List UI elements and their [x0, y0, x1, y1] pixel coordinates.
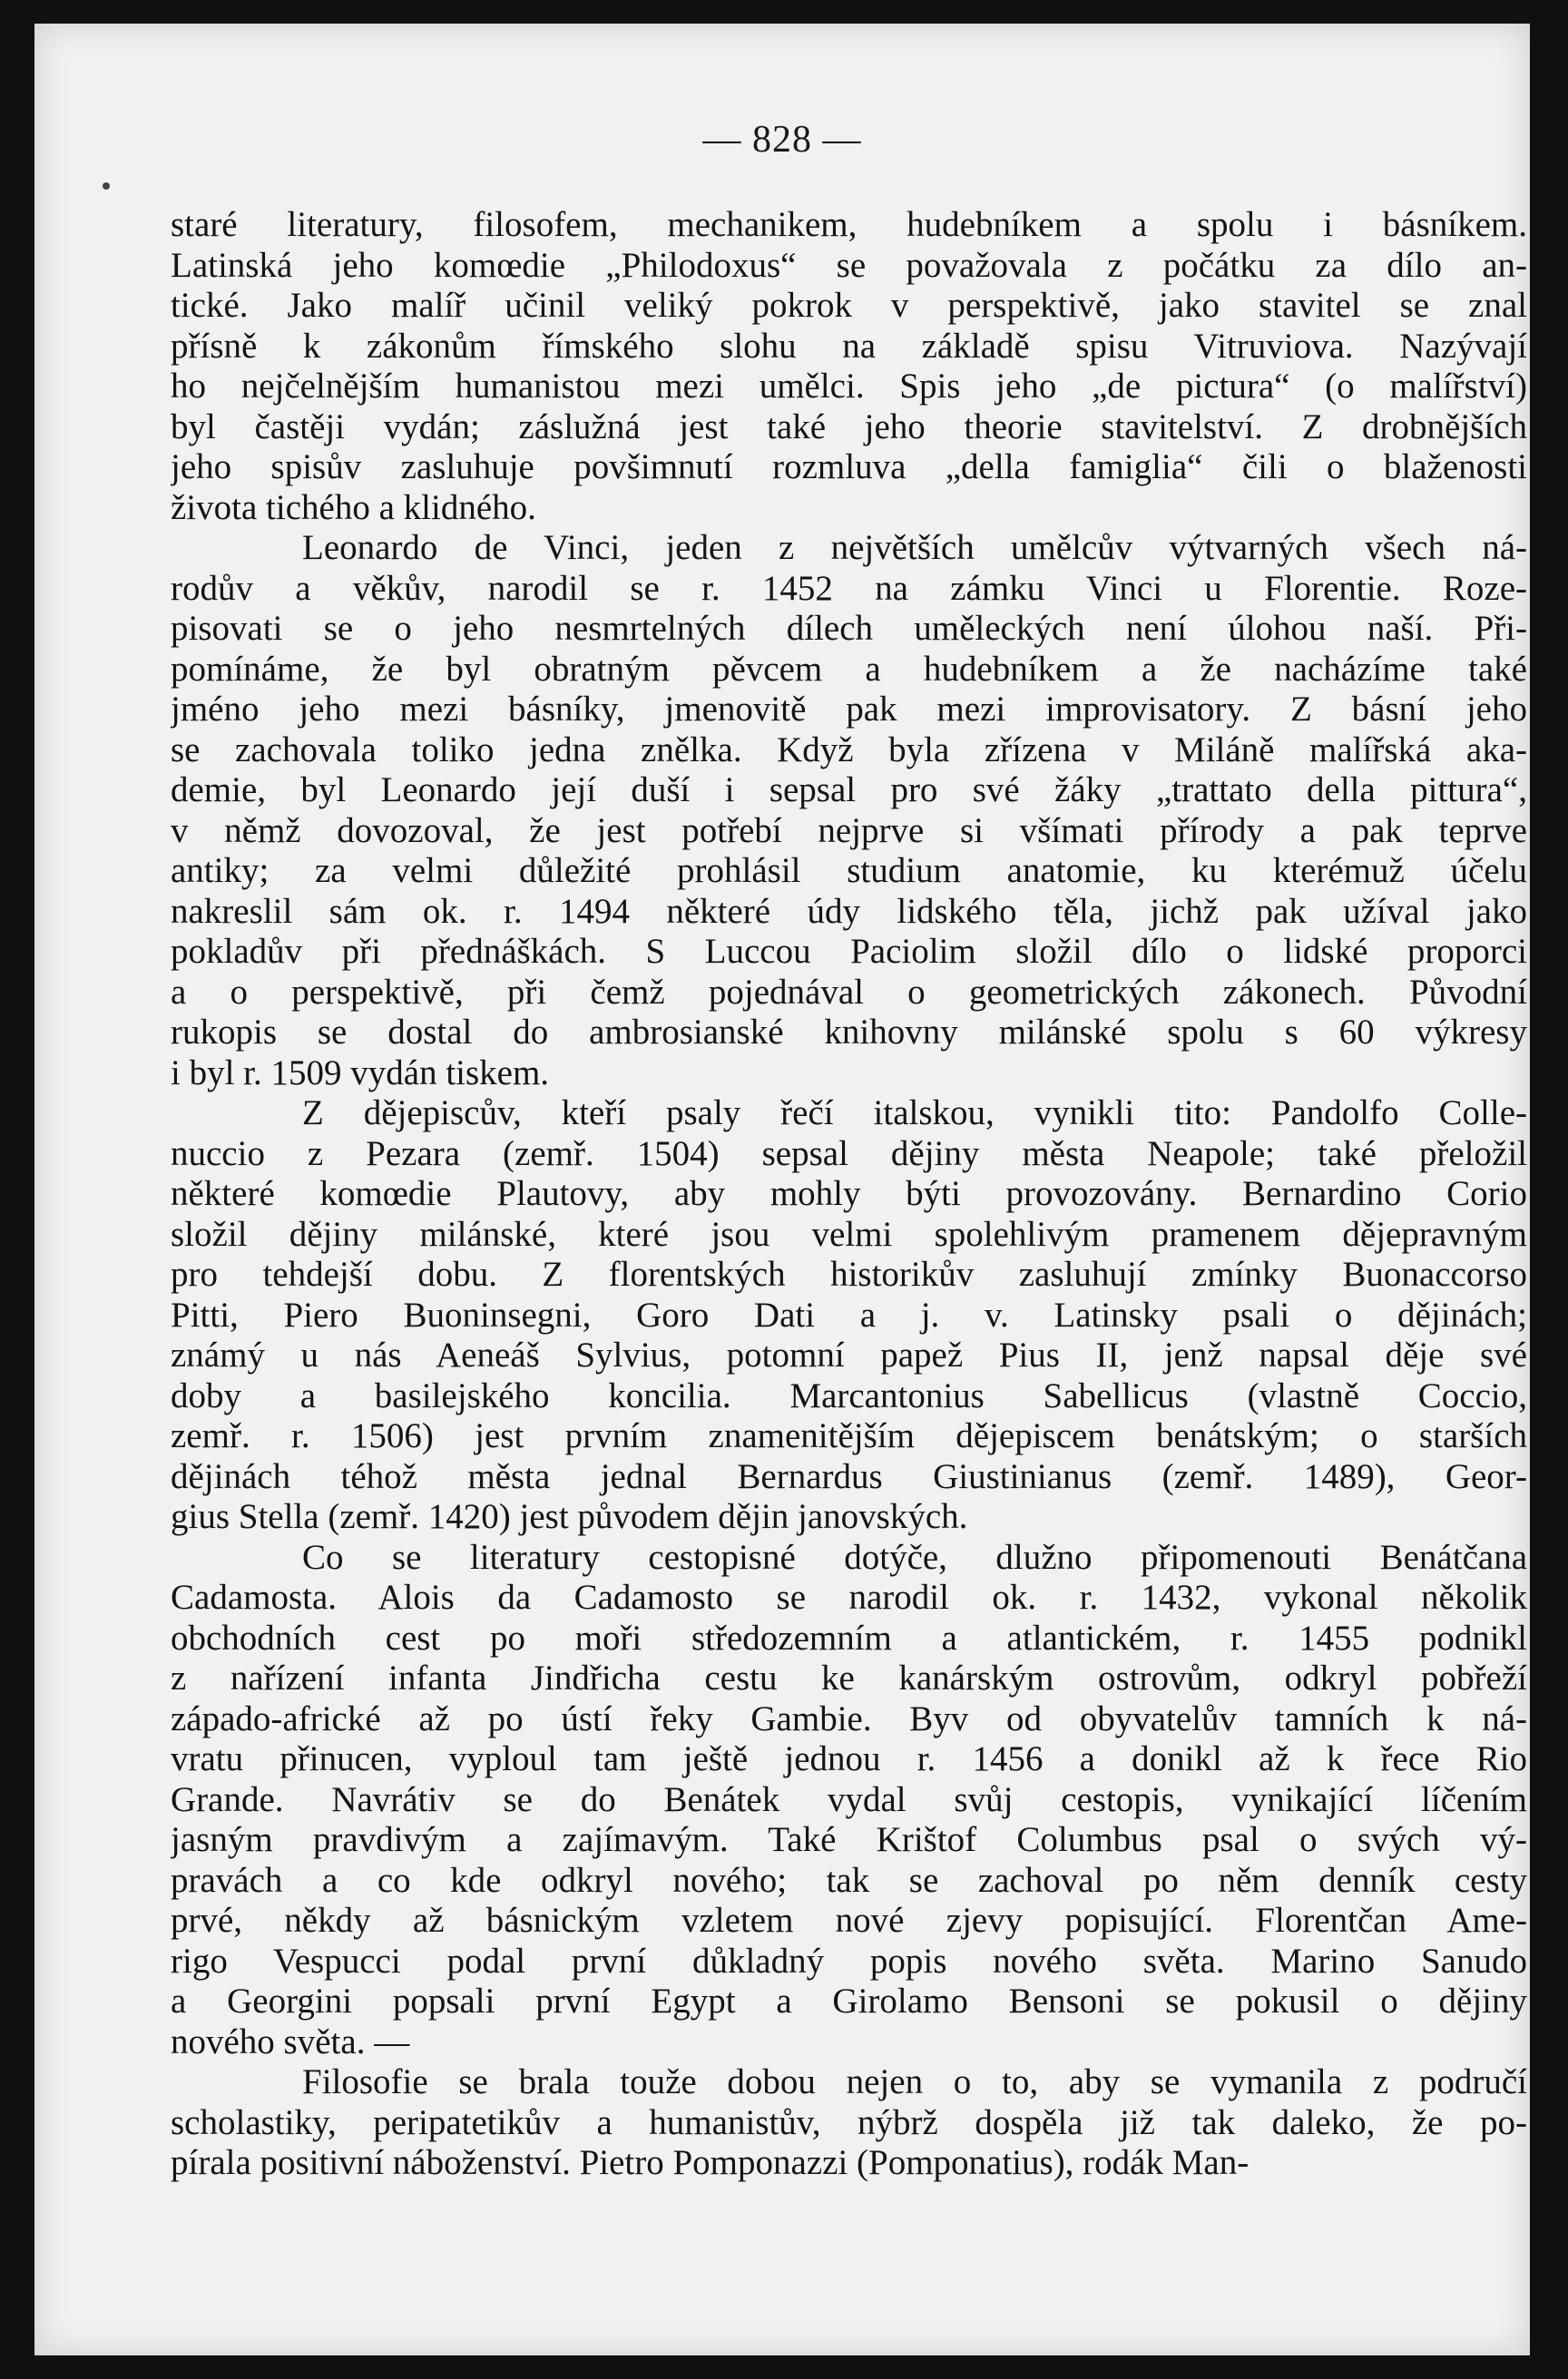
text-line: scholastiky, peripatetikův a humanistův, nýbrž dospěla již tak daleko, že po-: [171, 2102, 1527, 2142]
text-line: Leonardo de Vinci, jeden z největších umělcův výtvarných všech ná-: [302, 528, 1527, 567]
text-line: Pitti, Piero Buoninsegni, Goro Dati a j. v. Latinsky psali o dějinách;: [171, 1295, 1527, 1335]
text-line: prvé, někdy až básnickým vzletem nové zjevy popisující. Florentčan Ame-: [171, 1901, 1527, 1940]
book-page: [34, 24, 1530, 2355]
text-line: rukopis se dostal do ambrosianské knihovny milánské spolu s 60 výkresy: [171, 1013, 1527, 1052]
text-line: tické. Jako malíř učinil veliký pokrok v perspektivě, jako stavitel se znal: [171, 286, 1527, 325]
text-line: obchodních cest po moři středozemním a atlantickém, r. 1455 podnikl: [171, 1618, 1527, 1658]
text-line: se zachovala toliko jedna znělka. Když byla zřízena v Miláně malířská aka-: [171, 729, 1527, 769]
text-line: a o perspektivě, při čemž pojednával o geometrických zákonech. Původní: [171, 972, 1527, 1012]
text-line: Cadamosta. Alois da Cadamosto se narodil ok. r. 1432, vykonal několik: [171, 1578, 1527, 1617]
paragraph: [171, 1538, 1527, 2063]
text-line: rodův a věkův, narodil se r. 1452 na zámku Vinci u Florentie. Roze-: [171, 568, 1527, 608]
text-line: Filosofie se brala touže dobou nejen o to, aby se vymanila z područí: [302, 2062, 1527, 2101]
text-line: Grande. Navrátiv se do Benátek vydal svůj cestopis, vynikající líčením: [171, 1779, 1527, 1819]
text-line: demie, byl Leonardo její duší i sepsal pro své žáky „trattato della pittura“,: [171, 770, 1527, 809]
text-line: pírala positivní náboženství. Pietro Pomponazzi (Pomponatius), rodák Man-: [171, 2143, 1250, 2182]
text-line: doby a basilejského koncilia. Marcantonius Sabellicus (vlastně Coccio,: [171, 1376, 1527, 1415]
text-line: z nařízení infanta Jindřicha cestu ke kanárským ostrovům, odkryl pobřeží: [171, 1659, 1527, 1698]
text-line: v němž dovozoval, že jest potřebí nejprve si všímati přírody a pak teprve: [171, 810, 1527, 850]
text-line: zemř. r. 1506) jest prvním znamenitějším dějepiscem benátským; o starších: [171, 1416, 1527, 1455]
page-body-text: [171, 205, 1527, 2184]
text-line: nuccio z Pezara (zemř. 1504) sepsal dějiny města Neapole; také přeložil: [171, 1133, 1527, 1173]
text-line: dějinách téhož města jednal Bernardus Giustinianus (zemř. 1489), Geor-: [171, 1456, 1527, 1496]
text-line: pravách a co kde odkryl nového; tak se zachoval po něm denník cesty: [171, 1860, 1527, 1900]
text-line: a Georgini popsali první Egypt a Girolamo Bensoni se pokusil o dějiny: [171, 1982, 1527, 2021]
text-line: složil dějiny milánské, které jsou velmi spolehlivým pramenem dějepravným: [171, 1214, 1527, 1254]
text-line: staré literatury, filosofem, mechanikem, hudebníkem a spolu i básníkem.: [171, 205, 1527, 244]
text-line: přísně k zákonům římského slohu na základě spisu Vitruviova. Nazývají: [171, 326, 1527, 366]
ink-speck: [103, 182, 110, 190]
paragraph: [171, 528, 1527, 1093]
text-line: nakreslil sám ok. r. 1494 některé údy lidského těla, jichž pak užíval jako: [171, 891, 1527, 931]
paragraph: [171, 2062, 1527, 2184]
text-line: i byl r. 1509 vydán tiskem.: [171, 1052, 550, 1092]
text-line: antiky; za velmi důležité prohlásil studium anatomie, ku kterémuž účelu: [171, 851, 1527, 890]
text-line: rigo Vespucci podal první důkladný popis nového světa. Marino Sanudo: [171, 1941, 1527, 1981]
text-line: ho nejčelnějším humanistou mezi umělci. Spis jeho „de pictura“ (o malířství): [171, 367, 1527, 406]
text-line: některé komœdie Plautovy, aby mohly býti provozovány. Bernardino Corio: [171, 1174, 1527, 1213]
text-line: vratu přinucen, vyploul tam ještě jednou r. 1456 a donikl až k řece Rio: [171, 1739, 1527, 1778]
text-line: známý u nás Aeneáš Sylvius, potomní papež Pius II, jenž napsal děje své: [171, 1336, 1527, 1375]
text-line: nového světa. —: [171, 2022, 410, 2061]
paragraph: [171, 1093, 1527, 1538]
text-line: západo-africké až po ústí řeky Gambie. Byv od obyvatelův tamních k ná-: [171, 1699, 1527, 1738]
text-line: jeho spisův zasluhuje povšimnutí rozmluva „della famiglia“ čili o blaženosti: [171, 447, 1527, 486]
text-line: pokladův při přednáškách. S Luccou Paciolim složil dílo o lidské proporci: [171, 932, 1527, 971]
text-line: pro tehdejší dobu. Z florentských historikův zasluhují zmínky Buonaccorso: [171, 1255, 1527, 1294]
text-line: jasným pravdivým a zajímavým. Také Krištof Columbus psal o svých vý-: [171, 1820, 1527, 1859]
page-number: — 828 —: [702, 119, 862, 161]
paragraph: [171, 205, 1527, 528]
text-line: života tichého a klidného.: [171, 487, 536, 527]
text-line: Co se literatury cestopisné dotýče, dlužno připomenouti Benátčana: [302, 1537, 1527, 1577]
text-line: jméno jeho mezi básníky, jmenovitě pak mezi improvisatory. Z básní jeho: [171, 690, 1527, 729]
text-line: Z dějepiscův, kteří psaly řečí italskou, vynikli tito: Pandolfo Colle-: [302, 1093, 1527, 1132]
text-line: byl častěji vydán; záslužná jest také jeho theorie stavitelství. Z drobnějších: [171, 406, 1527, 446]
text-line: Latinská jeho komœdie „Philodoxus“ se považovala z počátku za dílo an-: [171, 245, 1527, 285]
text-line: pomínáme, že byl obratným pěvcem a hudebníkem a že nacházíme také: [171, 649, 1527, 689]
text-line: pisovati se o jeho nesmrtelných dílech uměleckých není úlohou naší. Při-: [171, 609, 1527, 648]
text-line: gius Stella (zemř. 1420) jest původem dějin janovských.: [171, 1497, 968, 1536]
